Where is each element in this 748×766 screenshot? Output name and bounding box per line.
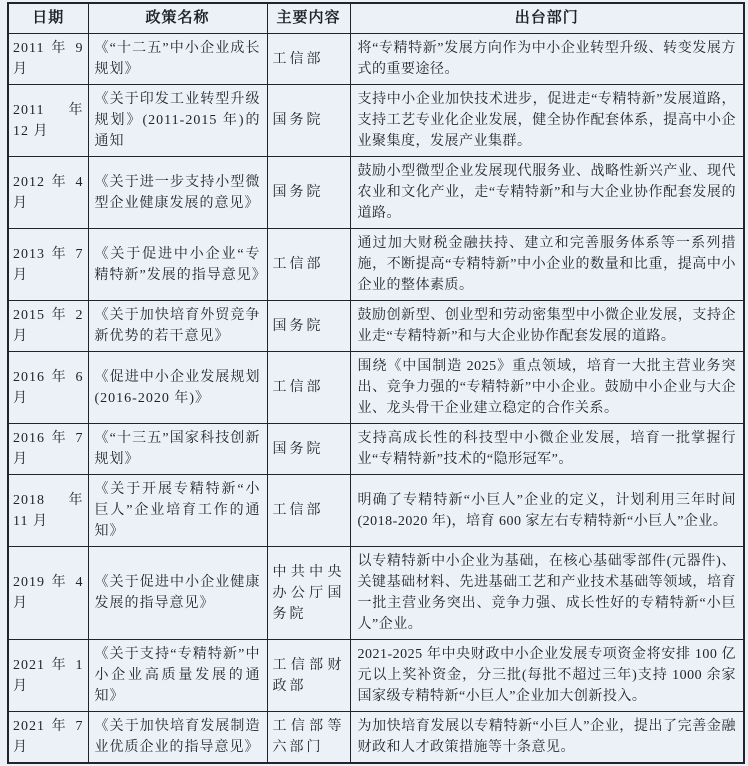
desc-cell: 鼓励创新型、创业型和劳动密集型中小微企业发展，支持企业走“专精特新”和与大企业协作配套发展的道路。 bbox=[350, 301, 744, 352]
date-cell: 2016 年 7 月 bbox=[8, 424, 88, 475]
date-cell: 2019 年 4 月 bbox=[8, 547, 88, 640]
date-cell: 2013 年 7 月 bbox=[8, 229, 88, 301]
header-row bbox=[8, 3, 744, 34]
desc-cell: 围绕《中国制造 2025》重点领域，培育一大批主营业务突出、竞争力强的“专精特新”中小企业。鼓励中小企业与大企业、龙头骨干企业建立稳定的合作关系。 bbox=[350, 352, 744, 424]
table-row bbox=[8, 424, 744, 475]
policy-cell: 《促进中小企业发展规划(2016-2020 年)》 bbox=[88, 352, 267, 424]
header-policy-name: 政策名称 bbox=[88, 3, 267, 34]
table-row bbox=[8, 34, 744, 85]
desc-cell: 鼓励小型微型企业发展现代服务业、战略性新兴产业、现代农业和文化产业，走“专精特新”和与大企业协作配套发展的道路。 bbox=[350, 157, 744, 229]
policy-cell: 《关于促进中小企业“专精特新”发展的指导意见》 bbox=[88, 229, 267, 301]
dept-cell: 工信部 bbox=[267, 475, 350, 547]
policy-cell: 《关于支持“专精特新”中小企业高质量发展的通知》 bbox=[88, 640, 267, 712]
table-row bbox=[8, 547, 744, 640]
date-cell: 2011 年 9 月 bbox=[8, 34, 88, 85]
date-cell: 2021 年 7 月 bbox=[8, 712, 88, 764]
table-row bbox=[8, 157, 744, 229]
dept-cell: 国务院 bbox=[267, 301, 350, 352]
desc-cell: 通过加大财税金融扶持、建立和完善服务体系等一系列措施，不断提高“专精特新”中小企业的数量和比重，提高中小企业的整体素质。 bbox=[350, 229, 744, 301]
table-row bbox=[8, 229, 744, 301]
policy-cell: 《关于加快培育外贸竞争新优势的若干意见》 bbox=[88, 301, 267, 352]
dept-cell: 工信部等六部门 bbox=[267, 712, 350, 764]
policy-cell: 《关于促进中小企业健康发展的指导意见》 bbox=[88, 547, 267, 640]
policy-cell: 《“十二五”中小企业成长规划》 bbox=[88, 34, 267, 85]
dept-cell: 国务院 bbox=[267, 424, 350, 475]
table-row bbox=[8, 640, 744, 712]
date-cell: 2021 年 1 月 bbox=[8, 640, 88, 712]
policy-cell: 《关于进一步支持小型微型企业健康发展的意见》 bbox=[88, 157, 267, 229]
desc-cell: 为加快培育发展以专精特新“小巨人”企业，提出了完善金融财政和人才政策措施等十条意见。 bbox=[350, 712, 744, 764]
desc-cell: 2021-2025 年中央财政中小企业发展专项资金将安排 100 亿元以上奖补资金，分三批(每批不超过三年)支持 1000 余家国家级专精特新“小巨人”企业加大创新投入。 bbox=[350, 640, 744, 712]
dept-cell: 国务院 bbox=[267, 85, 350, 157]
table-row bbox=[8, 475, 744, 547]
table-row bbox=[8, 85, 744, 157]
date-cell: 2012 年 4 月 bbox=[8, 157, 88, 229]
dept-cell: 国务院 bbox=[267, 157, 350, 229]
desc-cell: 支持中小企业加快技术进步，促进走“专精特新”发展道路，支持工艺专业化企业发展，健全协作配套体系，提高中小企业聚集度，发展产业集群。 bbox=[350, 85, 744, 157]
policy-cell: 《关于开展专精特新“小巨人”企业培育工作的通知》 bbox=[88, 475, 267, 547]
policy-cell: 《关于印发工业转型升级规划》(2011-2015 年)的通知 bbox=[88, 85, 267, 157]
header-date: 日期 bbox=[8, 3, 88, 34]
desc-cell: 支持高成长性的科技型中小微企业发展，培育一批掌握行业“专精特新”技术的“隐形冠军”。 bbox=[350, 424, 744, 475]
dept-cell: 工信部 bbox=[267, 229, 350, 301]
policy-cell: 《“十三五”国家科技创新规划》 bbox=[88, 424, 267, 475]
desc-cell: 以专精特新中小企业为基础，在核心基础零部件(元器件)、关键基础材料、先进基础工艺和产业技术基础等领域，培育一批主营业务突出、竞争力强、成长性好的专精特新“小巨人”企业。 bbox=[350, 547, 744, 640]
policy-cell: 《关于加快培育发展制造业优质企业的指导意见》 bbox=[88, 712, 267, 764]
desc-cell: 将“专精特新”发展方向作为中小企业转型升级、转变发展方式的重要途径。 bbox=[350, 34, 744, 85]
header-issuing-department: 出台部门 bbox=[350, 3, 744, 34]
dept-cell: 工信部 bbox=[267, 34, 350, 85]
header-main-content: 主要内容 bbox=[267, 3, 350, 34]
table-row bbox=[8, 352, 744, 424]
date-cell: 2016 年 6 月 bbox=[8, 352, 88, 424]
dept-cell: 工信部财政部 bbox=[267, 640, 350, 712]
date-cell: 2011 年 12 月 bbox=[8, 85, 88, 157]
desc-cell: 明确了专精特新“小巨人”企业的定义，计划利用三年时间(2018-2020 年)，培育 600 家左右专精特新“小巨人”企业。 bbox=[350, 475, 744, 547]
dept-cell: 中共中央办公厅国务院 bbox=[267, 547, 350, 640]
table-row bbox=[8, 301, 744, 352]
date-cell: 2018 年 11 月 bbox=[8, 475, 88, 547]
date-cell: 2015 年 2 月 bbox=[8, 301, 88, 352]
policy-table bbox=[7, 2, 745, 764]
dept-cell: 工信部 bbox=[267, 352, 350, 424]
table-body bbox=[8, 34, 744, 764]
table-row bbox=[8, 712, 744, 764]
